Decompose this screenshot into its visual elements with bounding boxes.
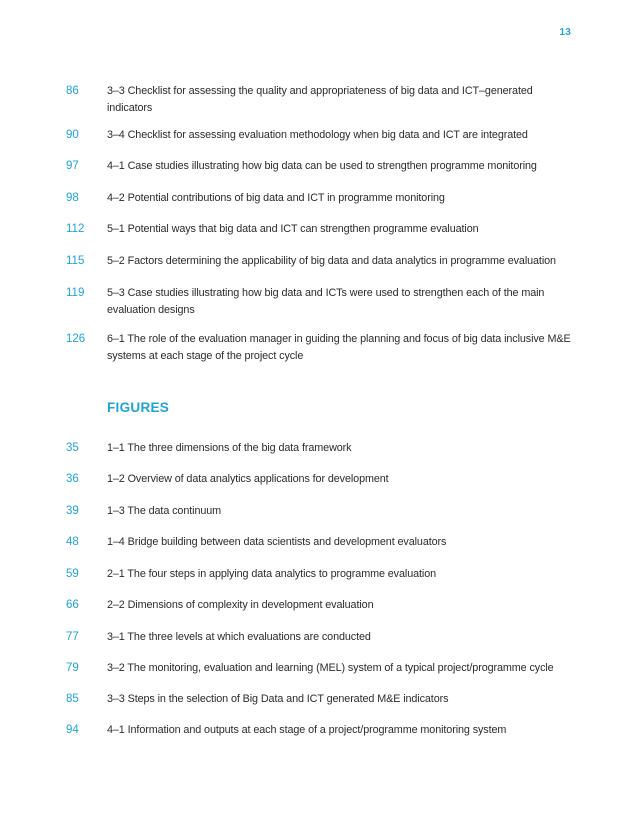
- toc-entry-title: 1–4 Bridge building between data scientists and development evaluators: [107, 536, 447, 548]
- toc-entry-figure-1-4[interactable]: [66, 534, 576, 551]
- toc-entry-figure-4-1[interactable]: [66, 722, 576, 739]
- toc-entry-title: 3–3 Steps in the selection of Big Data and ICT generated M&E indicators: [107, 693, 449, 705]
- toc-entry-title: 2–1 The four steps in applying data analytics to programme evaluation: [107, 568, 437, 580]
- toc-page-number: 36: [66, 473, 79, 485]
- toc-entry-title: 1–1 The three dimensions of the big data framework: [107, 442, 352, 454]
- toc-entry-table-4-2[interactable]: [66, 190, 576, 207]
- figures-heading: FIGURES: [107, 400, 170, 415]
- toc-entry-figure-3-2[interactable]: [66, 660, 576, 677]
- toc-page-number: 86: [66, 85, 79, 97]
- toc-page-number: 77: [66, 631, 79, 643]
- toc-page-number: 119: [66, 287, 85, 299]
- page-number: 13: [559, 27, 571, 38]
- toc-page-number: 90: [66, 129, 79, 141]
- toc-entry-figure-1-1[interactable]: [66, 440, 576, 457]
- toc-entry-title: 4–1 Information and outputs at each stage of a project/programme monitoring system: [107, 724, 507, 736]
- toc-page-number: 112: [66, 223, 85, 235]
- toc-entry-title: 4–2 Potential contributions of big data and ICT in programme monitoring: [107, 192, 445, 204]
- toc-page-number: 97: [66, 160, 79, 172]
- toc-page-number: 39: [66, 505, 79, 517]
- toc-entry-figure-1-3[interactable]: [66, 503, 576, 520]
- toc-entry-table-6-1[interactable]: [66, 331, 576, 365]
- toc-page-number: 48: [66, 536, 79, 548]
- toc-entry-figure-1-2[interactable]: [66, 471, 576, 488]
- toc-entry-title: 6–1 The role of the evaluation manager in guiding the planning and focus of big data inclusive M&E systems at each stage of the project cycle: [107, 333, 571, 362]
- toc-entry-table-4-1[interactable]: [66, 158, 576, 175]
- toc-entry-title: 3–2 The monitoring, evaluation and learning (MEL) system of a typical project/programme cycle: [107, 662, 554, 674]
- toc-entry-table-5-2[interactable]: [66, 253, 576, 270]
- toc-page-number: 35: [66, 442, 79, 454]
- toc-page-number: 115: [66, 255, 85, 267]
- toc-page-number: 59: [66, 568, 79, 580]
- toc-page-number: 94: [66, 724, 79, 736]
- toc-entry-table-3-4[interactable]: [66, 127, 576, 144]
- toc-page-number: 126: [66, 333, 86, 345]
- toc-entry-title: 1–2 Overview of data analytics applications for development: [107, 473, 389, 485]
- toc-entry-title: 3–3 Checklist for assessing the quality and appropriateness of big data and ICT–generated indicators: [107, 85, 533, 114]
- toc-entry-table-5-3[interactable]: [66, 285, 576, 319]
- toc-entry-table-3-3[interactable]: [66, 83, 576, 117]
- toc-entry-figure-2-1[interactable]: [66, 566, 576, 583]
- toc-entry-title: 3–1 The three levels at which evaluations are conducted: [107, 631, 371, 643]
- toc-entry-title: 5–1 Potential ways that big data and ICT can strengthen programme evaluation: [107, 223, 479, 235]
- toc-entry-title: 4–1 Case studies illustrating how big data can be used to strengthen programme monitoring: [107, 160, 537, 172]
- toc-entry-figure-2-2[interactable]: [66, 597, 576, 614]
- toc-page-number: 98: [66, 192, 79, 204]
- toc-entry-table-5-1[interactable]: [66, 221, 576, 238]
- toc-entry-title: 3–4 Checklist for assessing evaluation methodology when big data and ICT are integrated: [107, 129, 528, 141]
- toc-entry-title: 5–3 Case studies illustrating how big data and ICTs were used to strengthen each of the main evaluation designs: [107, 287, 545, 316]
- toc-entry-figure-3-1[interactable]: [66, 629, 576, 646]
- toc-entry-title: 1–3 The data continuum: [107, 505, 222, 517]
- toc-page-number: 79: [66, 662, 79, 674]
- toc-entry-title: 2–2 Dimensions of complexity in development evaluation: [107, 599, 374, 611]
- toc-entry-title: 5–2 Factors determining the applicability of big data and data analytics in programme evaluation: [107, 255, 556, 267]
- toc-entry-figure-3-3[interactable]: [66, 691, 576, 708]
- toc-page-number: 85: [66, 693, 79, 705]
- toc-page-number: 66: [66, 599, 79, 611]
